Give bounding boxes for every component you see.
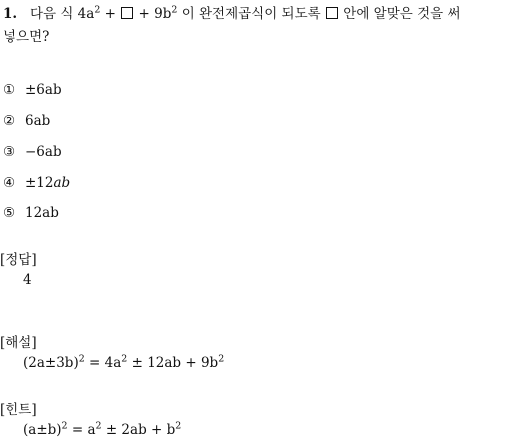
explanation-part-b: = 4a [84,355,122,371]
question-sup-2: 2 [171,4,178,16]
explanation-sup-3: 2 [218,353,225,365]
choice-1-text: ±6ab [25,82,62,98]
question-text-e: 안에 알맞은 것을 써 [343,6,461,22]
hint-sup-2: 2 [95,420,102,432]
hint-label: [힌트] [0,402,37,418]
explanation-part-c: ± 12ab + 9b [127,355,219,371]
choice-2[interactable] [3,113,50,129]
question-text-d: 이 완전제곱식이 되도록 [181,6,321,22]
hint-formula [23,422,181,438]
hint-sup-1: 2 [61,420,68,432]
hint-part-c: ± 2ab + b [101,422,176,438]
explanation-sup-1: 2 [78,353,85,365]
choice-4[interactable] [3,175,70,191]
blank-box-2 [326,7,338,19]
question-number: 1. [3,6,18,22]
choice-1-mark: ① [3,82,16,98]
choice-3[interactable] [3,144,62,160]
choice-5-mark: ⑤ [3,205,16,221]
question-sup-1: 2 [94,4,101,16]
blank-box [121,7,133,19]
choice-3-mark: ③ [3,144,16,160]
answer-label: [정답] [0,252,37,268]
choice-2-text: 6ab [25,113,51,129]
answer-value: 4 [23,272,32,288]
choice-3-text: −6ab [25,144,62,160]
choice-5-text: 12ab [25,205,59,221]
question-text-a: 다음 식 4a [29,6,95,22]
choice-5[interactable] [3,205,59,221]
explanation-label: [해설] [0,335,37,351]
question-plus: + [104,6,116,22]
choice-1[interactable] [3,82,62,98]
hint-part-a: (a±b) [23,422,62,438]
hint-sup-3: 2 [175,420,182,432]
choice-4-text-pre: ±12 [25,175,54,191]
explanation-sup-2: 2 [121,353,128,365]
explanation-part-a: (2a±3b) [23,355,79,371]
hint-part-b: = a [67,422,96,438]
choice-2-mark: ② [3,113,16,129]
choice-4-text-italic: ab [53,175,71,191]
question-line-1 [3,2,460,22]
question-text-c: + 9b [138,6,172,22]
question-line-2: 넣으면? [3,29,50,45]
choice-4-mark: ④ [3,175,16,191]
explanation-formula [23,355,224,371]
